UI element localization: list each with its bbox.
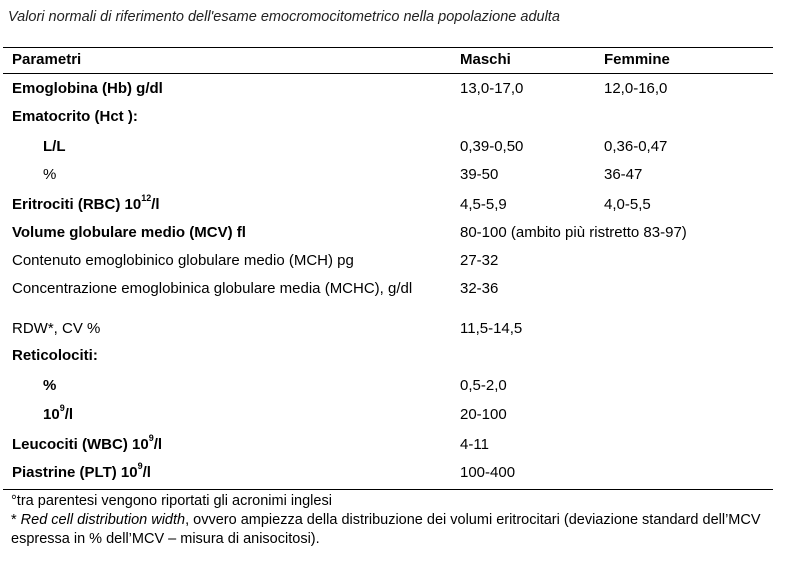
plt-label-text: Piastrine (PLT) 10 (12, 464, 138, 481)
retic-label-text: 10 (43, 406, 60, 423)
row-label: Contenuto emoglobinico globulare medio (MCH) pg (12, 252, 354, 269)
row-label (12, 433, 163, 453)
table-row-hct-ll (0, 138, 788, 160)
row-femmine-value: 36-47 (604, 166, 643, 183)
header-maschi: Maschi (460, 51, 511, 68)
wbc-unit: /l (153, 436, 163, 453)
table-top-rule (3, 47, 773, 48)
row-label: % (43, 377, 57, 394)
rbc-exponent: 12 (141, 193, 152, 203)
row-label (43, 403, 74, 423)
row-maschi-value: 39-50 (460, 166, 499, 183)
row-label: Volume globulare medio (MCV) fl (12, 224, 246, 241)
footnote-rdw-term: Red cell distribution width (20, 512, 186, 528)
header-rule (3, 73, 773, 74)
row-maschi-value: 0,39-0,50 (460, 138, 524, 155)
row-label: Reticolociti: (12, 347, 98, 364)
row-value: 4-11 (460, 436, 489, 453)
row-femmine-value: 0,36-0,47 (604, 138, 668, 155)
footnote-acronyms: °tra parentesi vengono riportati gli acronimi inglesi (11, 493, 332, 509)
row-maschi-value: 13,0-17,0 (460, 80, 524, 97)
row-label: RDW*, CV % (12, 320, 101, 337)
table-row-hct (0, 108, 788, 130)
wbc-exponent: 9 (148, 433, 154, 443)
row-value: 20-100 (460, 406, 507, 423)
table-row-retic-pct (0, 377, 788, 399)
table-row-retic (0, 347, 788, 369)
row-label: % (43, 166, 57, 183)
row-label (12, 193, 160, 213)
footnote-rdw-text: , ovvero ampiezza della distribuzione dei volumi eritrocitari (deviazione standard dell’MCV espressa in % dell’MCV – misura di anisocitosi). (11, 512, 761, 547)
header-parametri: Parametri (12, 51, 82, 68)
retic-exponent: 9 (59, 403, 65, 413)
table-header-row (0, 51, 788, 73)
retic-unit: /l (64, 406, 74, 423)
row-value: 100-400 (460, 464, 516, 481)
row-label: Ematocrito (Hct ): (12, 108, 138, 125)
row-label: Emoglobina (Hb) g/dl (12, 80, 163, 97)
row-label (12, 461, 151, 481)
rbc-unit: /l (151, 196, 160, 213)
table-caption: Valori normali di riferimento dell'esame emocromocitometrico nella popolazione adulta (8, 9, 560, 25)
wbc-label-text: Leucociti (WBC) 10 (12, 436, 149, 453)
row-value: 27-32 (460, 252, 499, 269)
row-value: 0,5-2,0 (460, 377, 507, 394)
row-femmine-value: 12,0-16,0 (604, 80, 668, 97)
table-row-hct-pct (0, 166, 788, 188)
row-maschi-value: 4,5-5,9 (460, 196, 507, 213)
table-row-mcv (0, 224, 788, 246)
header-femmine: Femmine (604, 51, 670, 68)
rbc-label-text: Eritrociti (RBC) 10 (12, 196, 142, 213)
footnote-rdw-marker: * (11, 512, 21, 528)
row-label-mchc: Concentrazione emoglobinica globulare media (MCHC), g/dl (12, 280, 413, 297)
table-row-hb (0, 80, 788, 102)
table-row-mch (0, 252, 788, 274)
table-row-mchc (0, 280, 788, 302)
row-value: 11,5-14,5 (460, 320, 523, 337)
table-row-retic-abs (0, 403, 788, 428)
plt-exponent: 9 (137, 461, 143, 471)
table-bottom-rule (3, 489, 773, 490)
table-row-rdw (0, 320, 788, 342)
footnotes (11, 492, 769, 549)
plt-unit: /l (142, 464, 151, 481)
row-label: L/L (43, 138, 66, 155)
row-femmine-value: 4,0-5,5 (604, 196, 651, 213)
table-row-wbc (0, 433, 788, 458)
footnote-rdw (11, 511, 769, 549)
table-row-plt (0, 461, 788, 486)
row-value: 80-100 (ambito più ristretto 83-97) (460, 224, 687, 241)
table-row-rbc (0, 193, 788, 218)
row-value: 32-36 (460, 280, 499, 297)
